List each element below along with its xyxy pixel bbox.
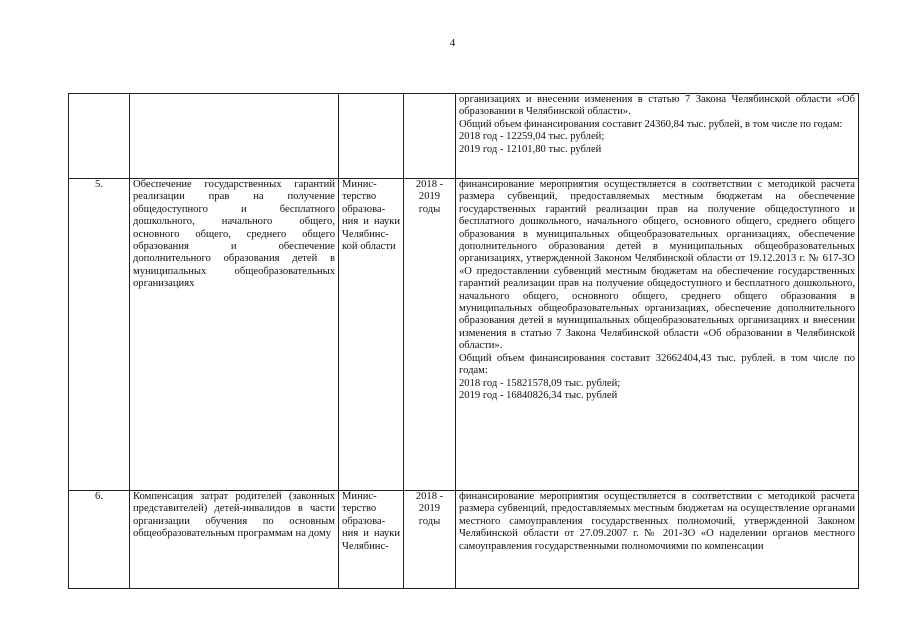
financing-paragraph: финансирование мероприятия осуществляется в соответствии с методикой расчета размера субвенций, предоставляемых местным бюджетам на осуществление органами местного самоуправления государственных полномочий, утвержденной Законом Челябинской области от 27.09.2007 г. № 201-ЗО «О наделении органов местного самоуправления государственными полномочиями по компенсации <box>459 491 855 552</box>
executor-text: Минис-терство образова-ния и науки Челябинс- <box>342 491 400 552</box>
table-row <box>69 179 859 491</box>
financing-year-2018: 2018 год - 15821578,09 тыс. рублей; <box>459 377 621 389</box>
executor <box>339 94 404 179</box>
measure-name: Обеспечение государственных гарантий реализации прав на получение общедоступного и бесплатного дошкольного, начального общего, основного общего, среднего общего образования и обеспечение дополнительного образования детей в муниципальных общеобразовательных организациях <box>130 179 339 491</box>
financing-paragraph: организациях и внесении изменения в статью 7 Закона Челябинской области «Об образовании в Челябинской области». <box>459 94 855 118</box>
table-row <box>69 491 859 589</box>
financing-description <box>456 94 859 179</box>
financing-year-2019: 2019 год - 16840826,34 тыс. рублей <box>459 389 618 401</box>
financing-year-2019: 2019 год - 12101,80 тыс. рублей <box>459 143 602 155</box>
financing-description <box>456 491 859 589</box>
measures-table <box>68 93 859 589</box>
row-number: 5. <box>69 179 130 491</box>
financing-total: Общий объем финансирования составит 24360,84 тыс. рублей, в том числе по годам: <box>459 118 843 130</box>
page-number: 4 <box>449 37 456 49</box>
measure-name: Компенсация затрат родителей (законных представителей) детей-инвалидов в части организации обучения по основным общеобразовательным программам на дому <box>130 491 339 589</box>
table-row <box>69 94 859 179</box>
row-number <box>69 94 130 179</box>
financing-paragraph: финансирование мероприятия осуществляется в соответствии с методикой расчета размера субвенций, предоставляемых местным бюджетам на обеспечение государственных гарантий реализации прав на получение общедоступного и бесплатного дошкольного, начального общего, основного общего, среднего общего образования в муниципальных общеобразовательных организациях, обеспечение дополнительного образования детей в муниципальных общеобразовательных организациях, утвержденной Законом Челябинской области от 19.12.2013 г. № 617-ЗО «О предоставлении субвенций местным бюджетам на обеспечение государственных гарантий реализации прав на получение общедоступного и бесплатного дошкольного, начального общего, основного общего, среднего общего образования в муниципальных общеобразовательных организациях, обеспечение дополнительного образования детей в муниципальных общеобразовательных организациях и внесении изменения в статью 7 Закона Челябинской области «Об образовании в Челябинской области». <box>459 179 855 352</box>
period: 2018 - 2019 годы <box>404 491 456 589</box>
period: 2018 - 2019 годы <box>404 179 456 491</box>
measure-name <box>130 94 339 179</box>
financing-total: Общий объем финансирования составит 32662404,43 тыс. рублей. в том числе по годам: <box>459 352 855 377</box>
executor: Минис-терство образова-ния и науки Челябинс-кой области <box>339 179 404 491</box>
financing-year-2018: 2018 год - 12259,04 тыс. рублей; <box>459 131 605 143</box>
financing-description <box>456 179 859 491</box>
period <box>404 94 456 179</box>
row-number: 6. <box>69 491 130 589</box>
executor <box>339 491 404 589</box>
